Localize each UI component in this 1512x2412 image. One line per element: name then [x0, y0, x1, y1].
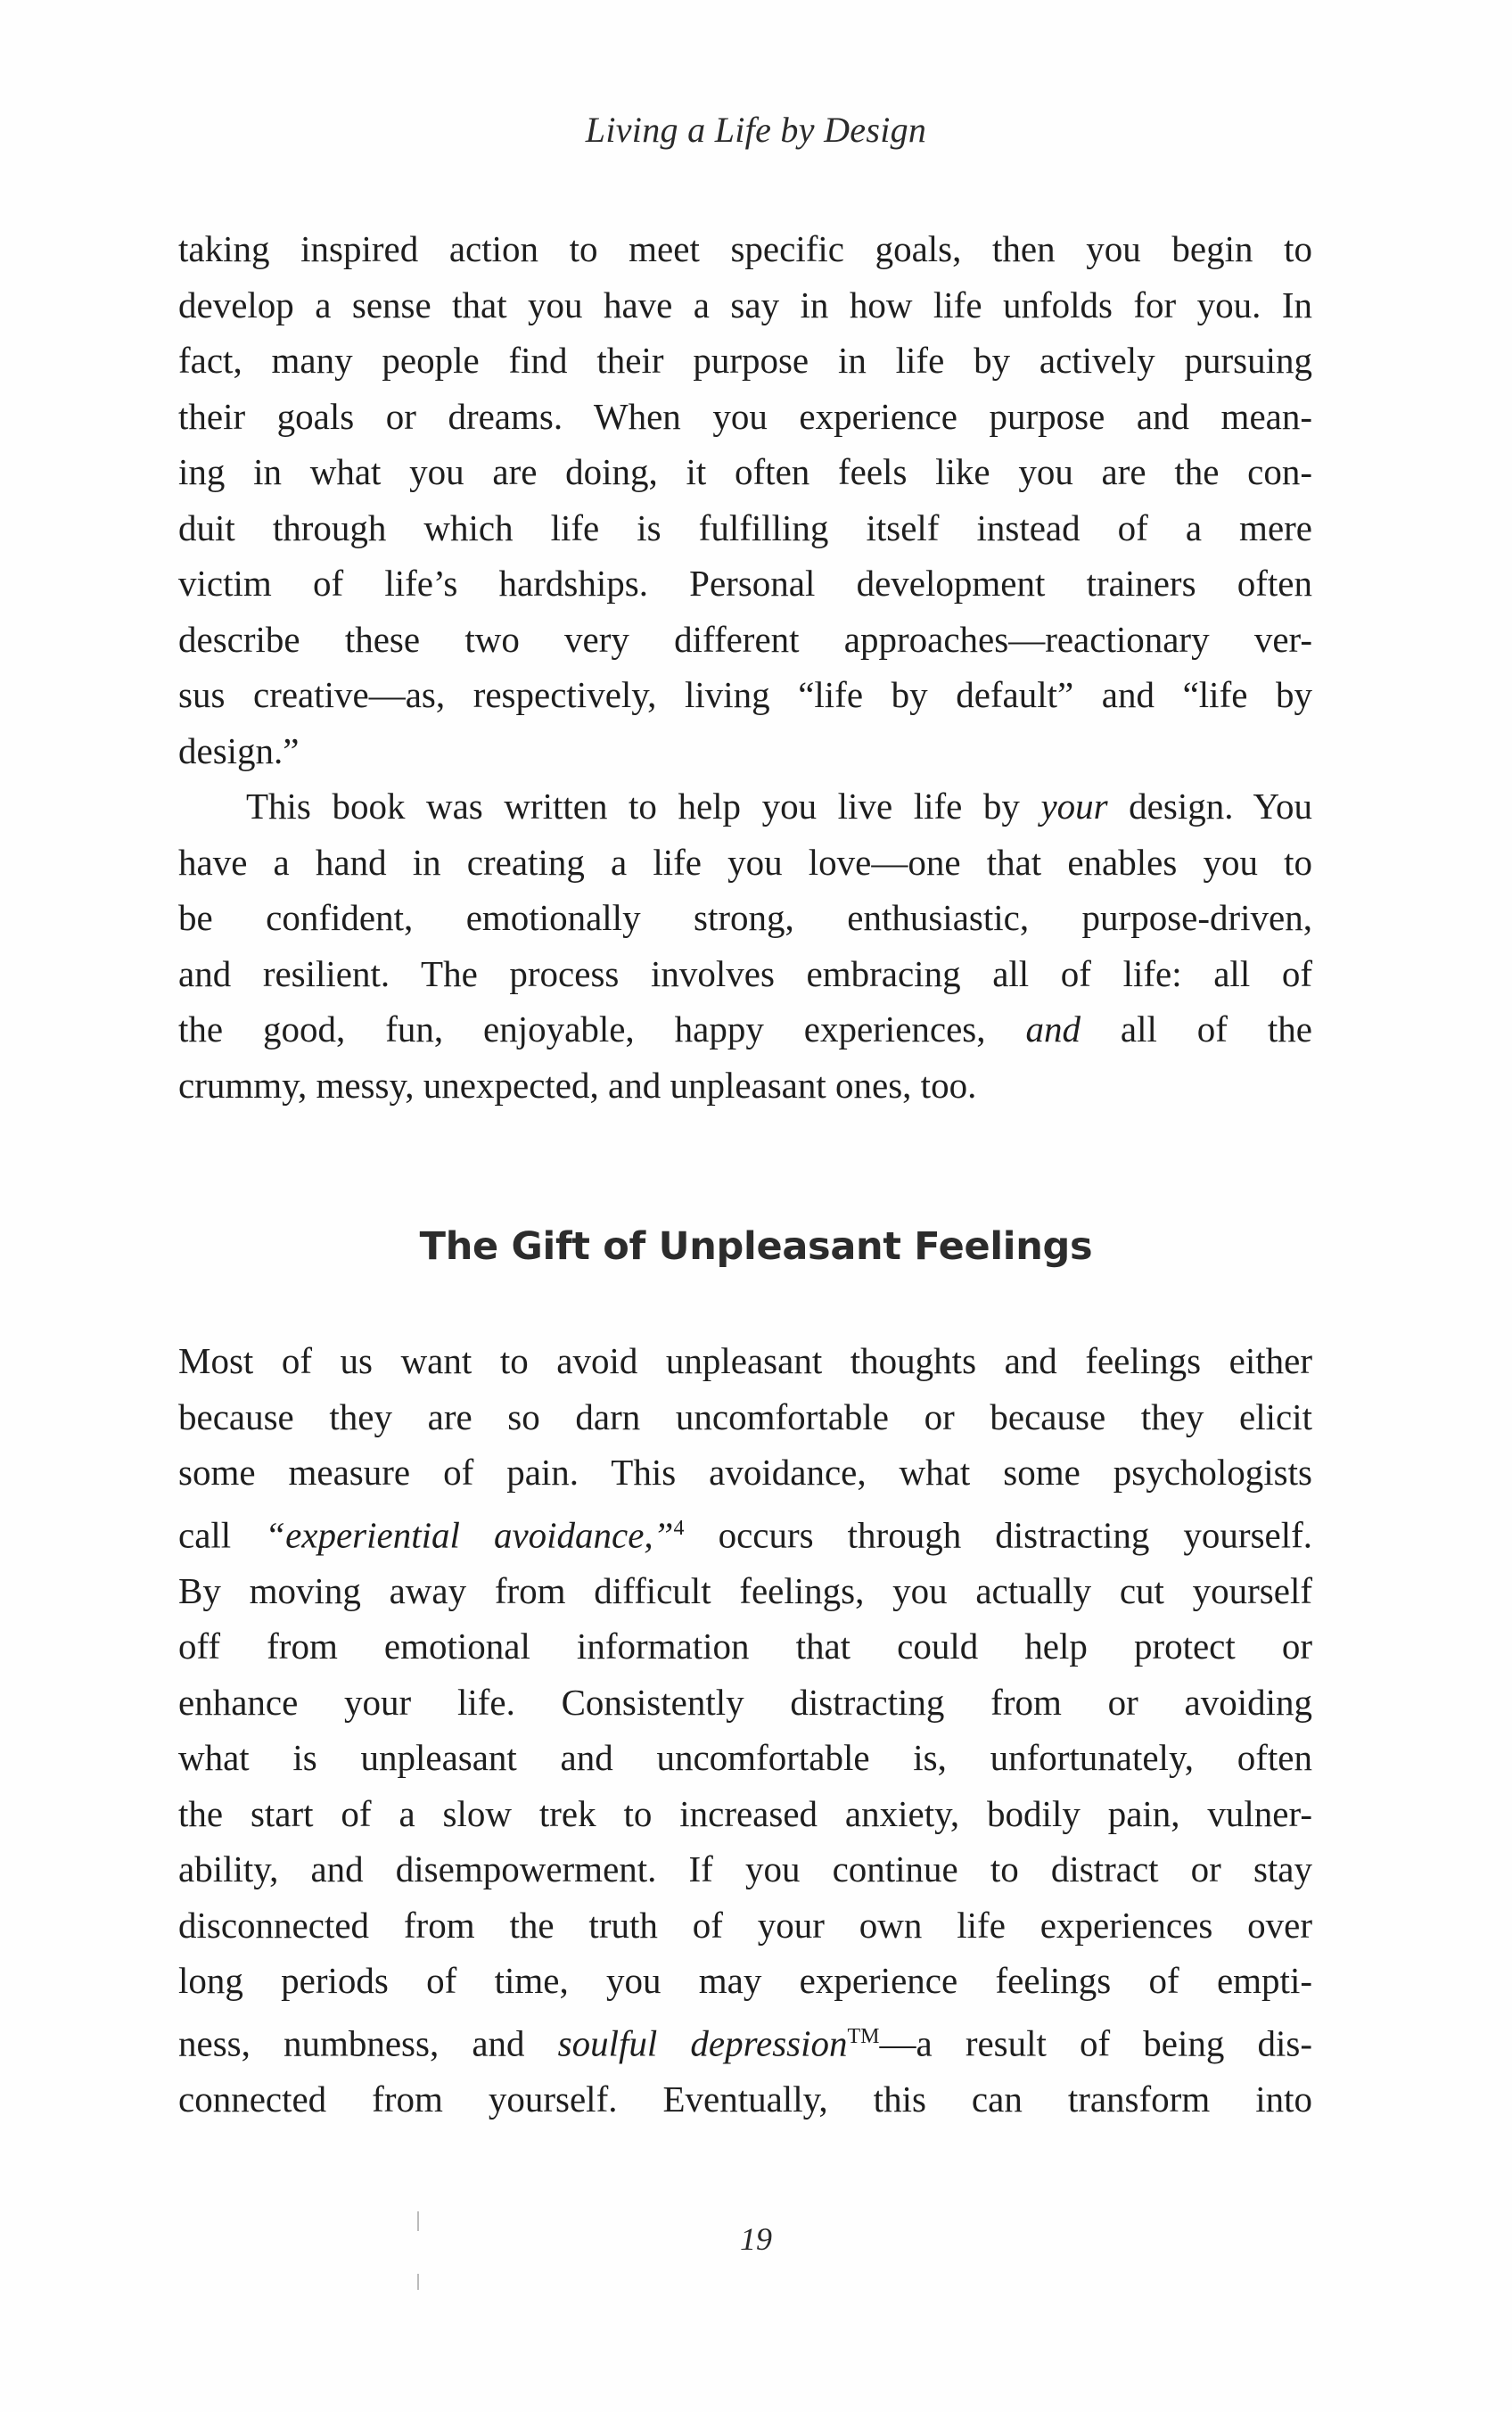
body-text-bottom: [178, 1333, 1312, 2127]
text-line: connected from yourself. Eventually, this can transform into: [178, 2078, 1312, 2120]
emphasis: and: [1025, 1008, 1081, 1050]
text-run: the good, fun, enjoyable, happy experiences,: [178, 1008, 1026, 1050]
text-run: occurs through distracting yourself.: [684, 1514, 1313, 1556]
body-text-top: [178, 221, 1312, 1113]
text-line: their goals or dreams. When you experience purpose and mean-: [178, 395, 1312, 437]
text-line: what is unpleasant and uncomfortable is, unfortunately, often: [178, 1737, 1312, 1779]
text-line: crummy, messy, unexpected, and unpleasant ones, too.: [178, 1064, 977, 1106]
text-run: call: [178, 1514, 266, 1556]
text-line: ability, and disempowerment. If you continue to distract or stay: [178, 1848, 1312, 1890]
text-run: all of the: [1080, 1008, 1312, 1050]
text-line: ing in what you are doing, it often feels like you are the con-: [178, 451, 1312, 492]
text-line: [178, 1501, 1312, 1563]
running-head: Living a Life by Design: [585, 110, 927, 150]
text-run: —a result of being dis-: [879, 2022, 1312, 2064]
text-line: victim of life’s hardships. Personal development trainers often: [178, 563, 1312, 604]
emphasis: “experiential avoidance,”: [265, 1514, 674, 1556]
emphasis: your: [1040, 786, 1108, 827]
section-heading: The Gift of Unpleasant Feelings: [419, 1224, 1093, 1269]
text-line: Most of us want to avoid unpleasant thoughts and feelings either: [178, 1340, 1312, 1381]
text-line: off from emotional information that could help protect or: [178, 1626, 1312, 1667]
emphasis: soulful depression: [557, 2022, 848, 2064]
text-line: and resilient. The process involves embracing all of life: all of: [178, 952, 1312, 994]
text-line: [178, 2009, 1312, 2071]
paragraph-design: [178, 778, 1312, 1113]
text-line: fact, many people find their purpose in life by actively pursuing: [178, 340, 1312, 381]
footnote-marker: 4: [673, 1516, 685, 1540]
page-number: 19: [740, 2221, 772, 2257]
text-line: because they are so darn uncomfortable or because they elicit: [178, 1395, 1312, 1437]
text-line: duit through which life is fulfilling itself instead of a mere: [178, 506, 1312, 548]
paragraph-purpose: [178, 221, 1312, 778]
text-run: This book was written to help you live life by: [246, 786, 1041, 827]
text-line: develop a sense that you have a say in how life unfolds for you. In: [178, 284, 1312, 325]
text-line: enhance your life. Consistently distracting from or avoiding: [178, 1681, 1312, 1723]
text-line: disconnected from the truth of your own life experiences over: [178, 1904, 1312, 1946]
text-line: the start of a slow trek to increased anxiety, bodily pain, vulner-: [178, 1792, 1312, 1834]
text-line: long periods of time, you may experience feelings of empti-: [178, 1960, 1312, 2002]
scan-mark: [417, 2274, 419, 2290]
trademark-symbol: TM: [847, 2024, 880, 2048]
text-line: [178, 778, 1312, 835]
text-line: By moving away from difficult feelings, you actually cut yourself: [178, 1569, 1312, 1611]
text-line: design.”: [178, 729, 300, 771]
scan-mark: [417, 2211, 419, 2231]
text-line: have a hand in creating a life you love—one that enables you to: [178, 841, 1312, 883]
text-run: ness, numbness, and: [178, 2022, 558, 2064]
text-line: be confident, emotionally strong, enthusiastic, purpose-driven,: [178, 897, 1312, 938]
text-run: design. You: [1107, 786, 1312, 827]
text-line: sus creative—as, respectively, living “life by default” and “life by: [178, 674, 1312, 715]
text-line: some measure of pain. This avoidance, what some psychologists: [178, 1452, 1312, 1493]
paragraph-avoidance: [178, 1333, 1312, 2127]
text-line: taking inspired action to meet specific goals, then you begin to: [178, 228, 1312, 269]
text-line: describe these two very different approaches—reactionary ver-: [178, 618, 1312, 660]
text-line: [178, 1001, 1312, 1058]
